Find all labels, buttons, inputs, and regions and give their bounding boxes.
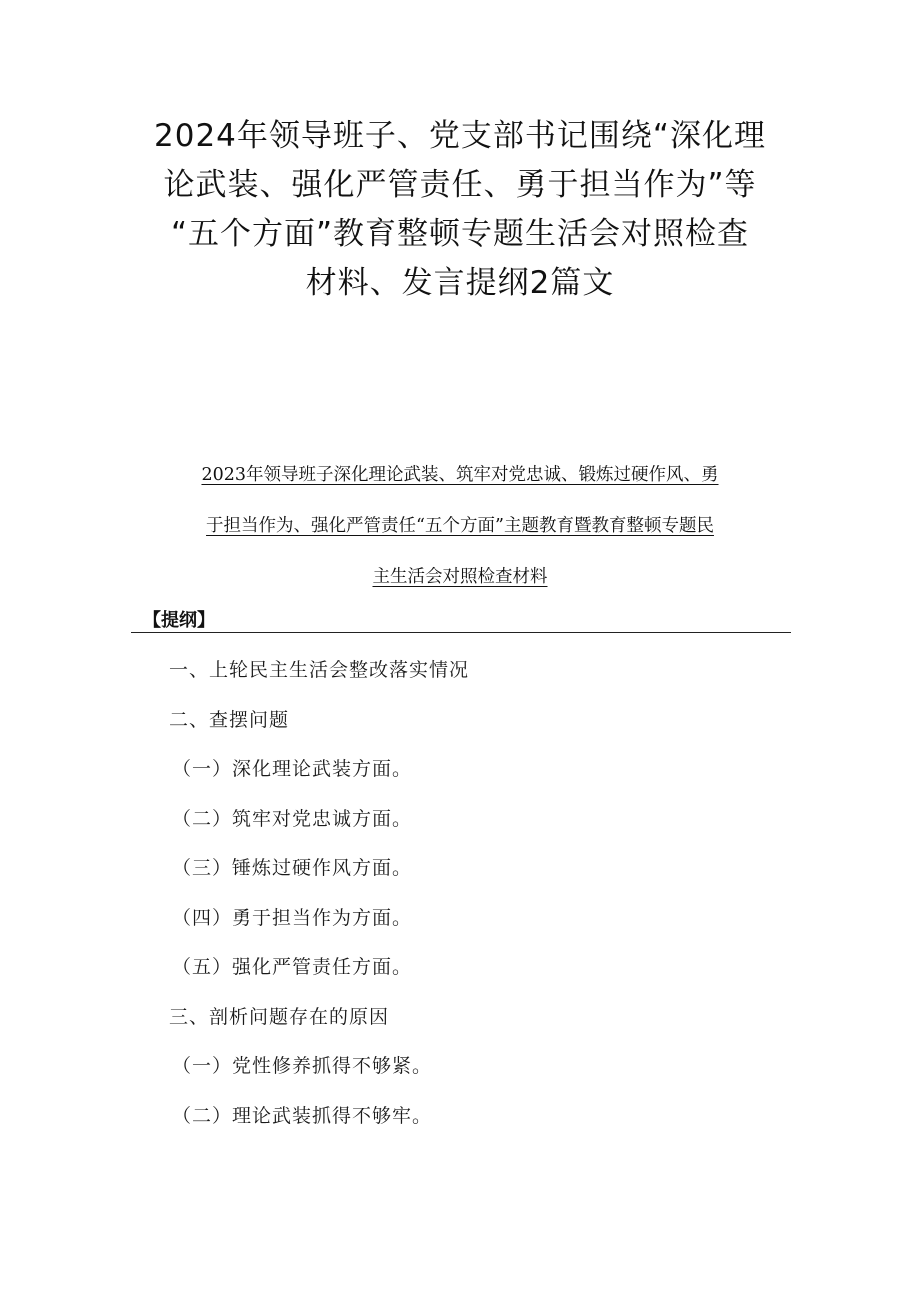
outline-item: （四）勇于担当作为方面。 [172, 906, 413, 929]
subtitle-line [100, 506, 820, 557]
subtitle-text: 主生活会对照检查材料 [372, 567, 548, 587]
outline-item: 三、剖析问题存在的原因 [169, 1005, 390, 1028]
title-line: 2024年领导班子、党支部书记围绕“深化理 [154, 118, 766, 154]
outline-item: （二）理论武装抓得不够牢。 [172, 1104, 433, 1127]
divider [131, 632, 791, 633]
title-line: 论武装、强化严管责任、勇于担当作为”等 [163, 167, 757, 203]
outline-list [0, 650, 920, 1145]
subtitle-text: 于担当作为、强化严管责任“五个方面”主题教育暨教育整顿专题民 [206, 516, 714, 536]
outline-item: （一）党性修养抓得不够紧。 [172, 1055, 433, 1077]
outline-item: 二、查摆问题 [169, 708, 290, 731]
outline-item: （三）锤炼过硬作风方面。 [172, 857, 413, 879]
subtitle-text: 2023年领导班子深化理论武装、筑牢对党忠诚、锻炼过硬作风、勇 [201, 465, 719, 485]
subtitle-line [100, 455, 820, 506]
subtitle-line [100, 557, 820, 608]
document-subtitle [100, 455, 820, 608]
outline-item: （五）强化严管责任方面。 [172, 956, 413, 978]
title-line: 材料、发言提纲2篇文 [305, 265, 615, 301]
outline-heading: 【提纲】 [143, 610, 215, 631]
document-title [110, 112, 810, 308]
outline-item: （二）筑牢对党忠诚方面。 [172, 807, 413, 830]
title-line: “五个方面”教育整顿专题生活会对照检查 [170, 216, 750, 252]
outline-item: 一、上轮民主生活会整改落实情况 [169, 659, 470, 681]
outline-item: （一）深化理论武装方面。 [172, 758, 413, 780]
